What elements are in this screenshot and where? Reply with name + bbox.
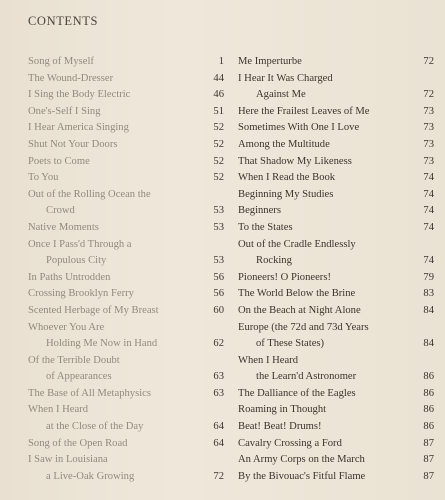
toc-entry-title: Roaming in Thought	[238, 404, 327, 416]
toc-entry-page-number: 52	[213, 138, 224, 150]
toc-entry-page-number: 86	[423, 421, 434, 433]
toc-entry	[238, 253, 434, 270]
toc-entry	[28, 137, 224, 154]
toc-entry-page-number: 62	[213, 338, 224, 350]
toc-entry	[238, 137, 434, 154]
toc-entry-page-number: 74	[423, 172, 434, 184]
toc-entry-title: Song of Myself	[28, 56, 94, 67]
toc-entry	[238, 71, 434, 88]
toc-entry-page-number: 56	[213, 271, 224, 283]
toc-entry-page-number: 84	[423, 338, 434, 350]
toc-entry-title: Among the Multitude	[238, 138, 330, 150]
toc-entry-page-number: 73	[423, 155, 434, 167]
toc-entry-title: Once I Pass'd Through a	[28, 238, 132, 250]
toc-entry	[28, 369, 224, 386]
toc-entry-page-number: 53	[213, 255, 224, 267]
toc-entry-title: Europe (the 72d and 73d Years	[238, 321, 369, 333]
toc-entry-page-number: 73	[423, 138, 434, 150]
toc-entry	[28, 452, 224, 469]
toc-entry	[238, 237, 434, 254]
toc-entry-title: When I Read the Book	[238, 172, 336, 184]
toc-entry-title: Cavalry Crossing a Ford	[238, 437, 342, 449]
toc-entry	[238, 419, 434, 436]
toc-entry-title: Out of the Rolling Ocean the	[28, 188, 151, 200]
toc-entry-title: I Sing the Body Electric	[28, 89, 131, 101]
toc-entry-page-number: 73	[423, 105, 434, 117]
toc-entry	[238, 336, 434, 353]
toc-entry-page-number: 86	[423, 387, 434, 399]
toc-entry	[238, 353, 434, 370]
toc-entry	[28, 419, 224, 436]
toc-entry-page-number: 87	[423, 454, 434, 466]
toc-entry-page-number: 51	[213, 105, 224, 117]
toc-entry	[28, 436, 224, 453]
toc-entry-page-number: 72	[423, 56, 434, 67]
toc-entry	[238, 170, 434, 187]
toc-entry-title: The World Below the Brine	[238, 288, 356, 300]
toc-entry-title: Rocking	[256, 255, 292, 267]
toc-entry-page-number: 87	[423, 437, 434, 449]
toc-entry-title: In Paths Untrodden	[28, 271, 111, 283]
toc-entry-title: An Army Corps on the March	[238, 454, 365, 466]
toc-entry-page-number: 74	[423, 221, 434, 233]
toc-entry-page-number: 64	[213, 437, 224, 449]
toc-entry	[28, 320, 224, 337]
toc-entry-title: Whoever You Are	[28, 321, 105, 333]
toc-entry-page-number: 79	[423, 271, 434, 283]
toc-entry	[238, 386, 434, 403]
toc-entry-page-number: 1	[218, 56, 224, 67]
toc-entry-title: Beat! Beat! Drums!	[238, 421, 322, 433]
toc-entry-title: Shut Not Your Doors	[28, 138, 118, 150]
toc-entry-page-number: 87	[423, 470, 434, 482]
toc-entry-page-number: 44	[213, 72, 224, 84]
toc-entry-title: One's-Self I Sing	[28, 105, 101, 117]
toc-entry	[238, 369, 434, 386]
toc-entry-title: the Learn'd Astronomer	[256, 371, 357, 383]
toc-entry	[28, 253, 224, 270]
toc-entry	[28, 104, 224, 121]
toc-entry-title: Beginning My Studies	[238, 188, 334, 200]
toc-entry	[238, 402, 434, 419]
toc-entry-title: Sometimes With One I Love	[238, 122, 360, 134]
toc-entry-title: Crowd	[46, 205, 75, 217]
toc-entry	[238, 436, 434, 453]
toc-entry	[238, 203, 434, 220]
toc-entry-title: of These States)	[256, 338, 325, 350]
toc-entry	[238, 303, 434, 320]
toc-entry-title: The Base of All Metaphysics	[28, 387, 151, 399]
toc-entry-title: On the Beach at Night Alone	[238, 304, 361, 316]
toc-entry	[28, 303, 224, 320]
toc-entry	[28, 154, 224, 171]
toc-entry-title: To the States	[238, 221, 293, 233]
toc-entry-title: Song of the Open Road	[28, 437, 128, 449]
toc-entry-title: Scented Herbage of My Breast	[28, 304, 159, 316]
toc-entry-title: Beginners	[238, 205, 281, 217]
toc-entry	[28, 386, 224, 403]
toc-entry	[238, 187, 434, 204]
toc-entry-title: The Dalliance of the Eagles	[238, 387, 356, 399]
toc-entry-title: at the Close of the Day	[46, 421, 144, 433]
toc-entry	[28, 87, 224, 104]
toc-entry-title: Me Imperturbe	[238, 56, 302, 67]
toc-entry	[28, 336, 224, 353]
toc-entry-title: Of the Terrible Doubt	[28, 354, 120, 366]
toc-entry-page-number: 83	[423, 288, 434, 300]
toc-entry-title: Pioneers! O Pioneers!	[238, 271, 331, 283]
toc-entry-page-number: 86	[423, 404, 434, 416]
toc-entry-page-number: 53	[213, 205, 224, 217]
toc-entry-title: Here the Frailest Leaves of Me	[238, 105, 370, 117]
toc-entry-page-number: 74	[423, 255, 434, 267]
toc-entry	[238, 104, 434, 121]
toc-entry-title: Populous City	[46, 255, 107, 267]
toc-entry-page-number: 56	[213, 288, 224, 300]
toc-entry	[28, 220, 224, 237]
toc-entry	[28, 353, 224, 370]
toc-entry	[28, 170, 224, 187]
toc-entry-page-number: 64	[213, 421, 224, 433]
toc-entry-page-number: 72	[423, 89, 434, 101]
toc-entry	[28, 286, 224, 303]
toc-entry	[238, 469, 434, 486]
toc-entry	[28, 270, 224, 287]
toc-entry-page-number: 73	[423, 122, 434, 134]
toc-entry	[28, 469, 224, 486]
toc-entry-page-number: 63	[213, 371, 224, 383]
toc-entry-page-number: 72	[213, 470, 224, 482]
toc-entry	[28, 54, 224, 71]
toc-entry	[238, 120, 434, 137]
toc-column-right	[238, 54, 434, 485]
toc-entry-page-number: 63	[213, 387, 224, 399]
toc-entry-title: When I Heard	[238, 354, 298, 366]
toc-entry	[238, 452, 434, 469]
toc-entry-title: Holding Me Now in Hand	[46, 338, 158, 350]
toc-entry-title: By the Bivouac's Fitful Flame	[238, 470, 366, 482]
toc-entry-page-number: 74	[423, 205, 434, 217]
toc-entry-title: Out of the Cradle Endlessly	[238, 238, 356, 250]
toc-entry-title: Crossing Brooklyn Ferry	[28, 288, 134, 300]
page-title: CONTENTS	[28, 14, 99, 28]
toc-entry-title: That Shadow My Likeness	[238, 155, 352, 167]
toc-entry-title: When I Heard	[28, 404, 88, 416]
toc-entry-page-number: 86	[423, 371, 434, 383]
toc-entry	[238, 154, 434, 171]
toc-entry-title: Against Me	[256, 89, 306, 101]
toc-entry	[28, 402, 224, 419]
toc-entry-page-number: 84	[423, 304, 434, 316]
toc-entry	[238, 220, 434, 237]
toc-entry	[238, 270, 434, 287]
toc-entry-page-number: 60	[213, 304, 224, 316]
toc-entry	[28, 187, 224, 204]
toc-entry-title: Poets to Come	[28, 155, 90, 167]
toc-entry-page-number: 52	[213, 155, 224, 167]
toc-entry	[238, 286, 434, 303]
toc-entry	[28, 237, 224, 254]
toc-entry-title: To You	[28, 172, 59, 184]
toc-entry	[28, 120, 224, 137]
toc-entry-page-number: 46	[213, 89, 224, 101]
toc-entry-title: of Appearances	[46, 371, 112, 383]
toc-entry-title: I Hear It Was Charged	[238, 72, 333, 84]
toc-entry-page-number: 52	[213, 122, 224, 134]
toc-entry	[28, 71, 224, 88]
toc-entry	[28, 203, 224, 220]
toc-entry-page-number: 52	[213, 172, 224, 184]
toc-entry	[238, 54, 434, 71]
toc-column-left	[28, 54, 224, 485]
toc-entry-page-number: 53	[213, 221, 224, 233]
toc-entry-page-number: 74	[423, 188, 434, 200]
toc-entry	[238, 320, 434, 337]
toc-entry-title: I Saw in Louisiana	[28, 454, 108, 466]
toc-entry-title: a Live-Oak Growing	[46, 470, 135, 482]
toc-entry-title: Native Moments	[28, 221, 99, 233]
toc-entry	[238, 87, 434, 104]
toc-entry-title: I Hear America Singing	[28, 122, 129, 134]
toc-entry-title: The Wound-Dresser	[28, 72, 114, 84]
